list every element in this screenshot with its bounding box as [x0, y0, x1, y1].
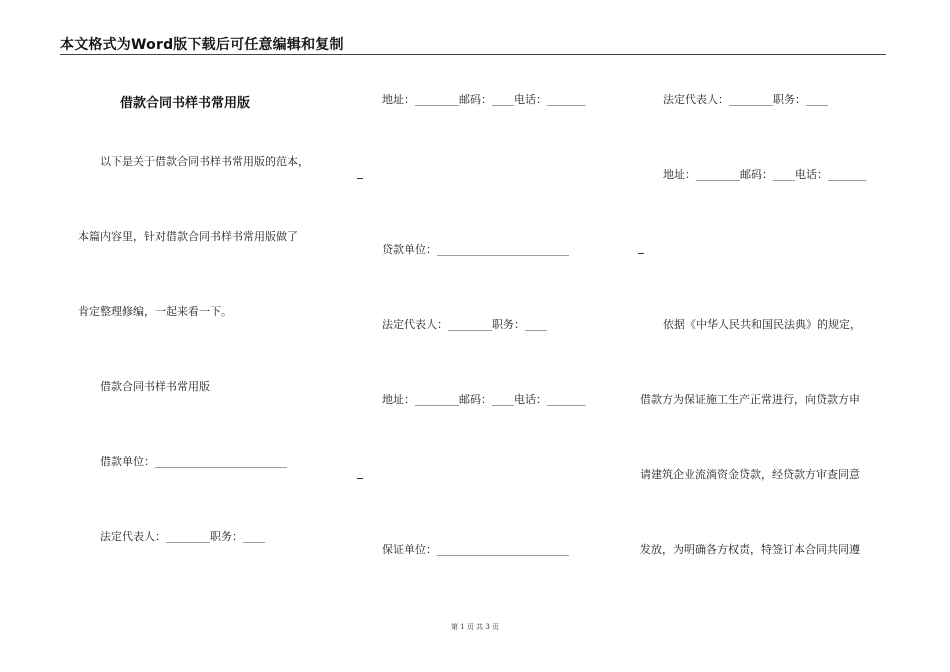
column-break-mark: [357, 178, 363, 179]
column-break-mark: [638, 253, 644, 254]
address-field: 地址：________邮码：____电话：_______: [382, 393, 586, 406]
column-break-mark: [357, 478, 363, 479]
paragraph-line: 借款方为保证施工生产正常进行，向贷款方申: [640, 393, 860, 406]
page-header: [60, 32, 886, 55]
guarantor-field: 保证单位：________________________: [382, 543, 569, 556]
paragraph-line: 以下是关于借款合同书样书常用版的范本，: [100, 155, 309, 168]
paragraph-line: 本篇内容里，针对借款合同书样书常用版做了: [78, 230, 298, 243]
address-field: 地址：________邮码：____电话：_______: [382, 93, 586, 106]
page-number: 第 1 页 共 3 页: [450, 623, 500, 631]
paragraph-line: 依据《中华人民共和国民法典》的规定，: [663, 318, 861, 331]
legal-rep-field: 法定代表人：________职务：____: [382, 318, 547, 331]
legal-rep-field: 法定代表人：________职务：____: [663, 93, 828, 106]
address-field: 地址：________邮码：____电话：_______: [663, 168, 867, 181]
legal-rep-field: 法定代表人：________职务：____: [100, 530, 265, 543]
section-heading: 借款合同书样书常用版: [100, 380, 210, 393]
lender-field: 贷款单位：________________________: [382, 243, 569, 256]
document-title: 借款合同书样书常用版: [120, 96, 251, 111]
header-text: 本文格式为Word版下载后可任意编辑和复制: [60, 37, 344, 53]
paragraph-line: 肯定整理修编，一起来看一下。: [78, 305, 232, 318]
paragraph-line: 请建筑企业流淌资金贷款，经贷款方审查同意: [640, 468, 860, 481]
paragraph-line: 发放，为明确各方权责，特签订本合同共同遵: [640, 543, 860, 556]
borrower-field: 借款单位：________________________: [100, 455, 287, 468]
